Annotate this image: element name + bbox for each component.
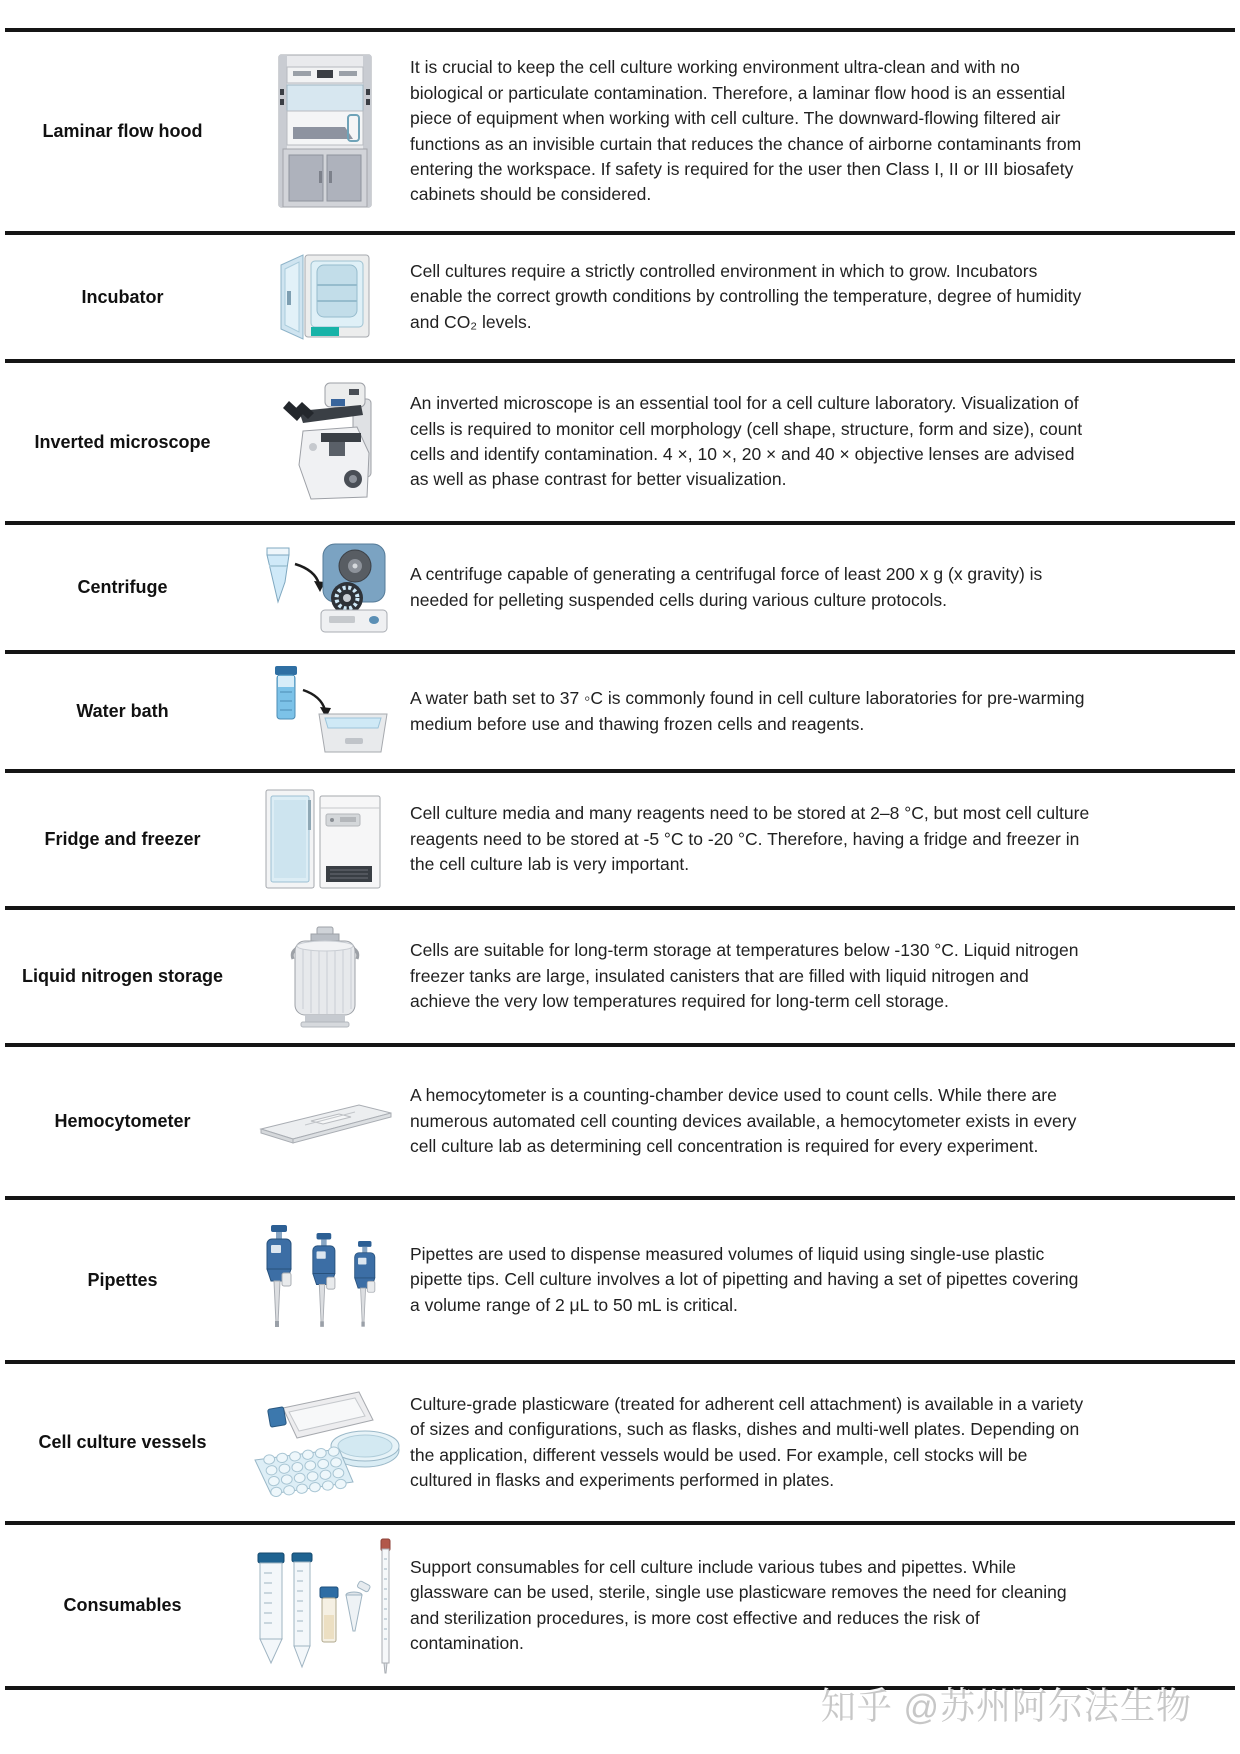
- table-row: [5, 32, 1235, 235]
- equipment-description: Cell cultures require a strictly controlled environment in which to grow. Incubators enable the correct growth conditions by controlling the temperature, degree of humidity and CO₂ levels.: [410, 260, 1082, 332]
- equipment-description: Cell culture media and many reagents need to be stored at 2–8 °C, but most cell culture reagents need to be stored at -5 °C to -20 °C. Therefore, having a fridge and freezer in the cell culture lab is very important.: [410, 803, 1090, 875]
- table-row: [5, 1525, 1235, 1690]
- equipment-description: Pipettes are used to dispense measured volumes of liquid using single-use plastic pipette tips. Cell culture involves a lot of pipetting and having a set of pipettes covering a volume range of 2 μL to 50 mL is critical.: [410, 1243, 1079, 1315]
- equipment-description: It is crucial to keep the cell culture working environment ultra-clean and with no biological or particulate contamination. Therefore, a laminar flow hood is an essential piece of equipment when working with cell culture. The downward-flowing filtered air functions as an invisible curtain that reduces the chance of airborne contaminants from entering the workspace. If safety is required for the user then Class I, II or III biosafety cabinets should be considered.: [410, 57, 1082, 205]
- equipment-description: A hemocytometer is a counting-chamber device used to count cells. While there are numerous automated cell counting devices available, a hemocytometer exists in every cell culture lab as determining cell concentration is required for every experiment.: [410, 1085, 1077, 1157]
- equipment-name: Liquid nitrogen storage: [22, 966, 223, 987]
- equipment-name: Water bath: [76, 701, 169, 722]
- equipment-name: Inverted microscope: [34, 431, 211, 452]
- table-row: [5, 1364, 1235, 1525]
- equipment-description: A centrifuge capable of generating a centrifugal force of least 200 x g (x gravity) is needed for pelleting suspended cells during various culture protocols.: [410, 564, 1043, 610]
- table-row: [5, 235, 1235, 363]
- equipment-description: A water bath set to 37 ◦C is commonly found in cell culture laboratories for pre-warming medium before use and thawing frozen cells and reagents.: [410, 688, 1085, 734]
- table-row: [5, 1200, 1235, 1364]
- table-row: [5, 910, 1235, 1047]
- equipment-name: Centrifuge: [77, 577, 168, 598]
- table-row: [5, 654, 1235, 773]
- consumables-icon: [240, 1535, 410, 1677]
- inverted-microscope-icon: [240, 381, 410, 503]
- hemocytometer-icon: [240, 1099, 410, 1145]
- zhihu-watermark: 知乎 @苏州阿尔法生物: [820, 1688, 1192, 1727]
- equipment-description: Cells are suitable for long-term storage at temperatures below -130 °C. Liquid nitrogen freezer tanks are large, insulated canisters that are filled with liquid nitrogen and achieve the very low temperatures required for long-term cell storage.: [410, 940, 1079, 1012]
- micropipettes-icon: [240, 1223, 410, 1337]
- equipment-name: Hemocytometer: [54, 1111, 191, 1132]
- table-row: [5, 1047, 1235, 1200]
- equipment-name: Fridge and freezer: [44, 829, 201, 850]
- equipment-name: Pipettes: [87, 1269, 158, 1290]
- laminar-flow-hood-icon: [240, 53, 410, 211]
- fridge-freezer-icon: [240, 788, 410, 892]
- equipment-name: Consumables: [63, 1595, 182, 1616]
- equipment-name: Laminar flow hood: [42, 121, 203, 142]
- liquid-nitrogen-tank-icon: [240, 925, 410, 1029]
- equipment-description: Culture-grade plasticware (treated for adherent cell attachment) is available in a variety of sizes and configurations, such as flasks, dishes and multi-well plates. Depending on the application, different vessels would be used. For example, cell stocks will be cultured in flasks and experiments performed in plates.: [410, 1393, 1084, 1490]
- table-row: [5, 363, 1235, 525]
- equipment-name: Cell culture vessels: [38, 1432, 207, 1453]
- equipment-description: An inverted microscope is an essential tool for a cell culture laboratory. Visualization of cells is required to monitor cell morphology (cell shape, structure, form and size), count cells and identify contamination. 4 ×, 10 ×, 20 × and 40 × objective lenses are advised as well as phase contrast for better visualization.: [410, 393, 1083, 490]
- culture-vessels-icon: [240, 1386, 410, 1500]
- table-row: [5, 525, 1235, 654]
- water-bath-icon: [240, 664, 410, 760]
- equipment-table: [5, 28, 1235, 1690]
- equipment-description: Support consumables for cell culture include various tubes and pipettes. While glassware can be used, sterile, single use plasticware removes the need for cleaning and sterilization procedures, is more cost effective and reduces the risk of contamination.: [410, 1556, 1067, 1653]
- table-row: [5, 773, 1235, 910]
- centrifuge-icon: [240, 540, 410, 636]
- incubator-icon: [240, 251, 410, 343]
- equipment-name: Incubator: [81, 286, 164, 307]
